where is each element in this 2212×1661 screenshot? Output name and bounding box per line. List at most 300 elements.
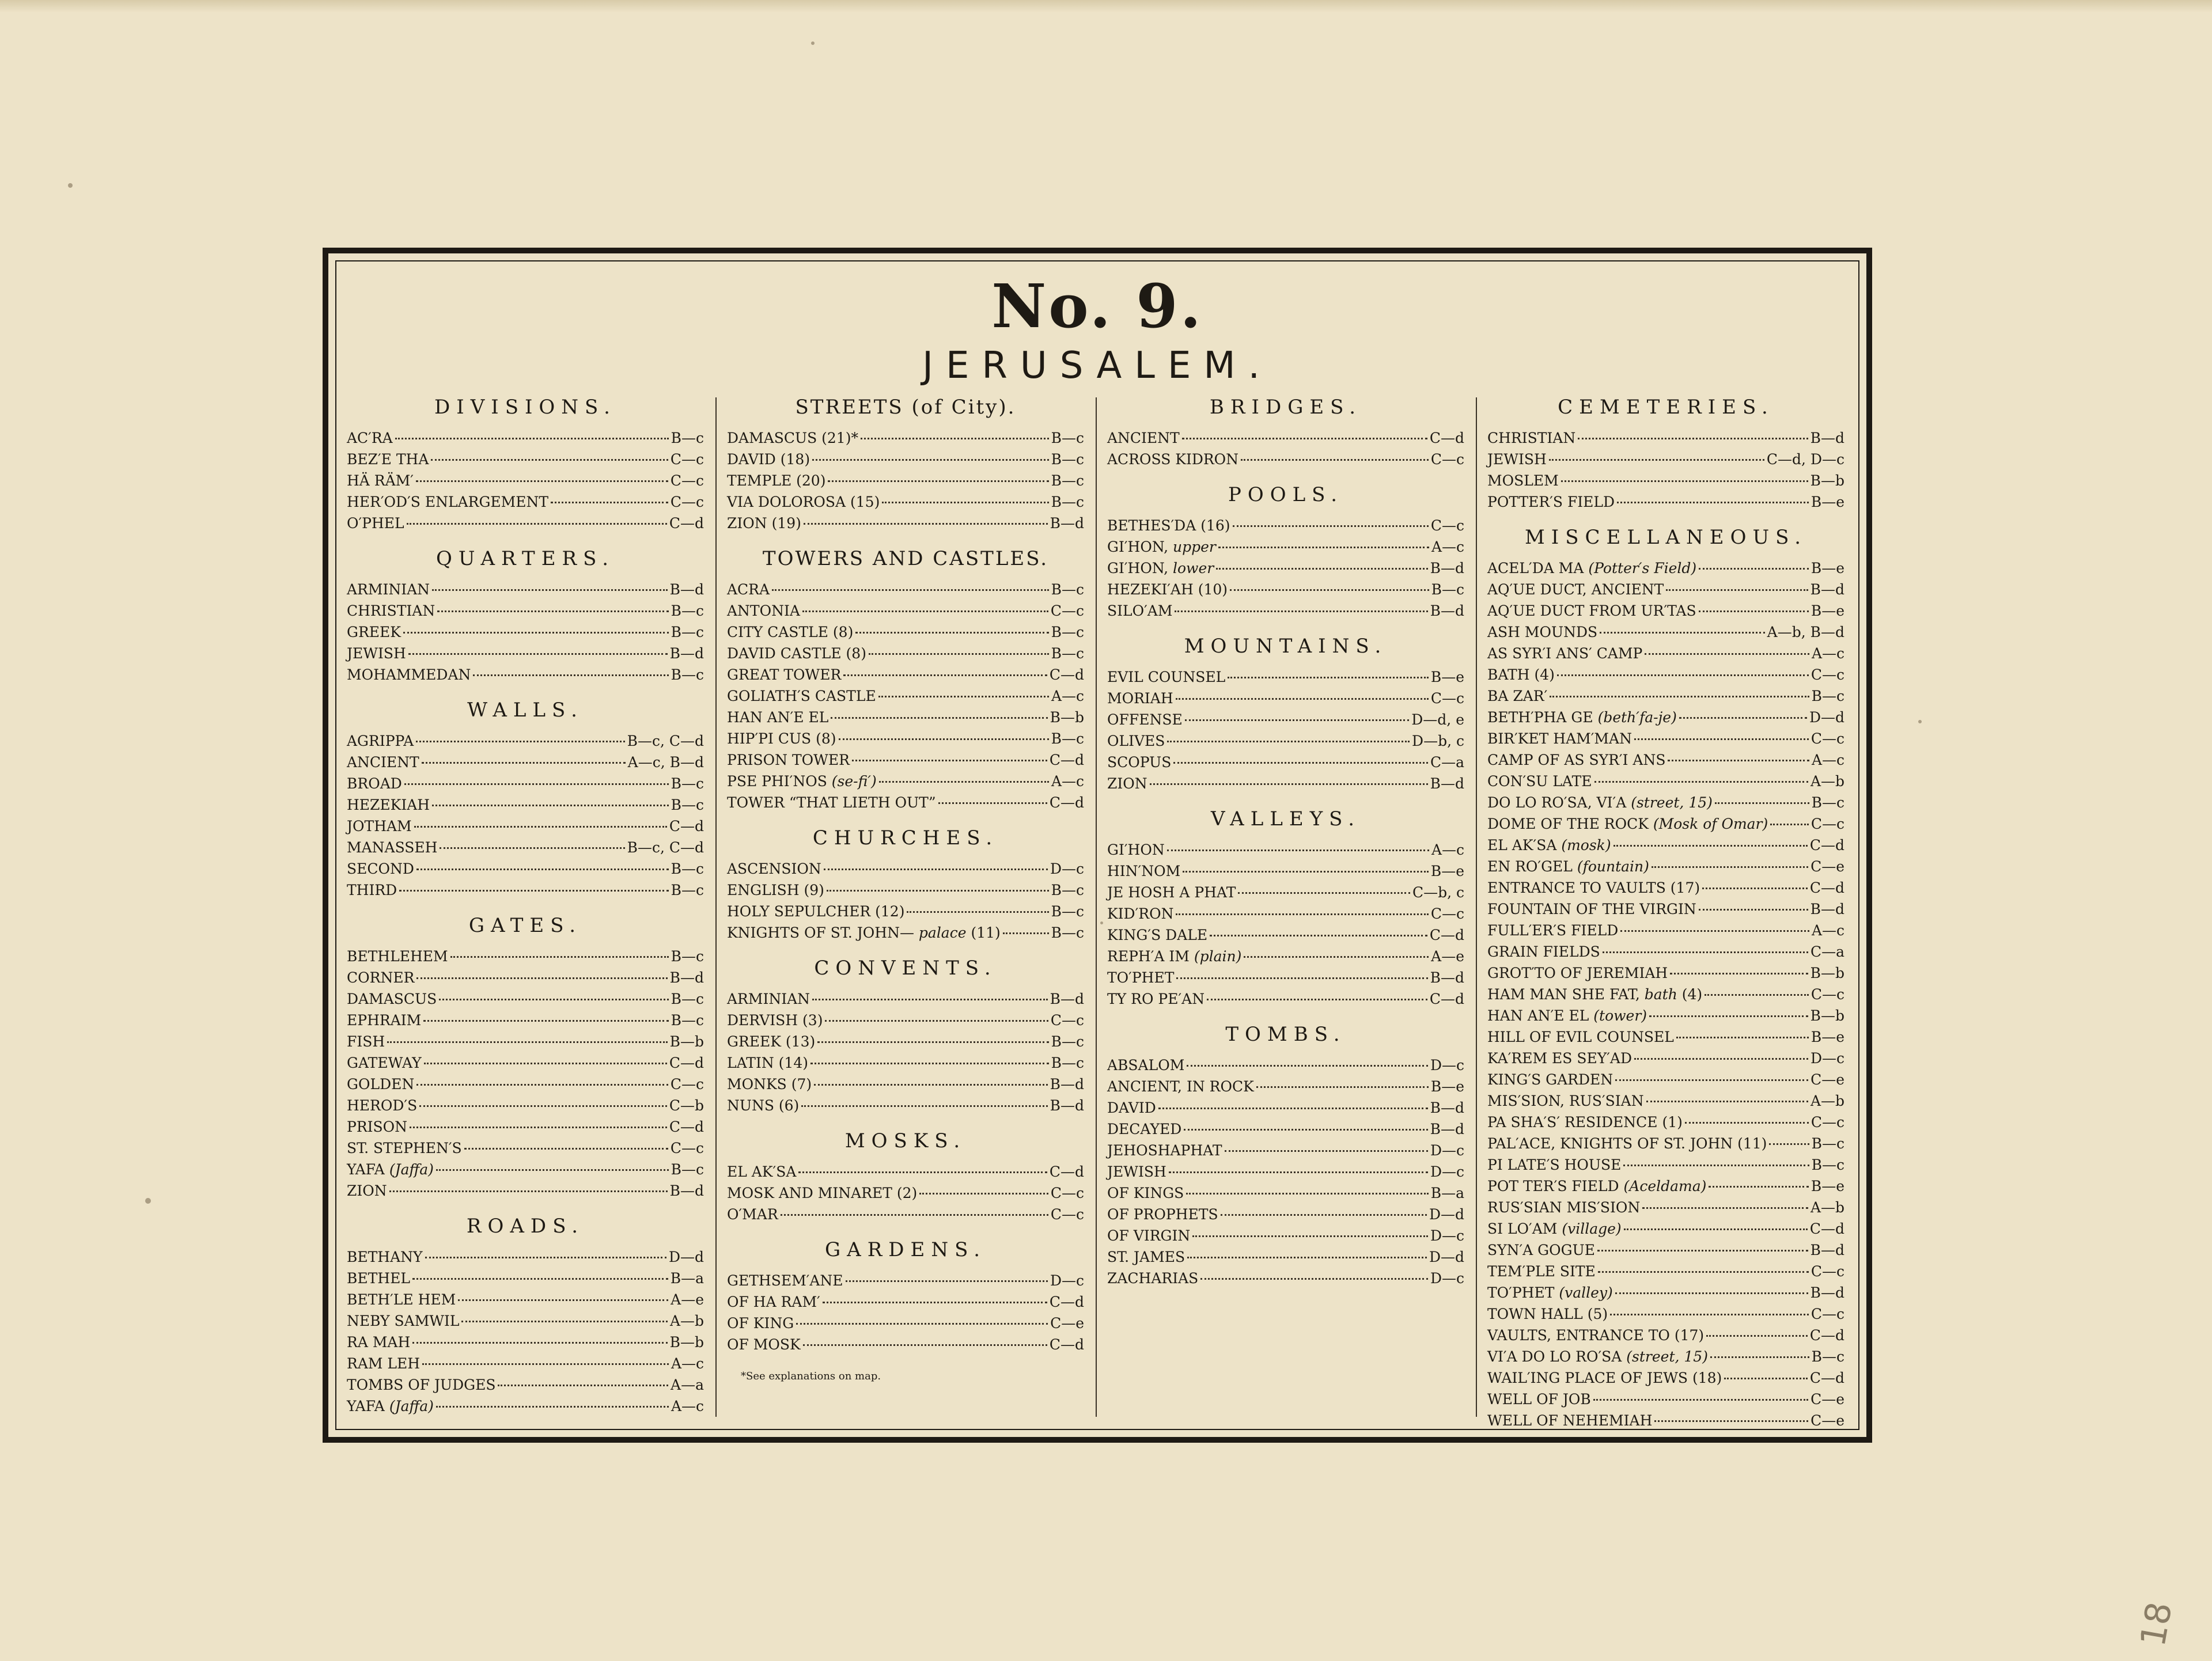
index-entry bbox=[1487, 962, 1844, 984]
index-entry bbox=[1107, 1055, 1464, 1076]
index-entry bbox=[1487, 920, 1844, 941]
dot-leader bbox=[1699, 568, 1809, 570]
index-entry bbox=[1487, 470, 1844, 491]
grid-reference: A—c bbox=[1811, 922, 1844, 939]
entry-name-text: YAFA bbox=[347, 1161, 385, 1178]
grid-reference: C—d bbox=[1809, 879, 1844, 896]
dot-leader bbox=[1706, 1335, 1808, 1337]
index-entry bbox=[1487, 1303, 1844, 1325]
grid-reference: C—c bbox=[1050, 1185, 1084, 1201]
grid-reference: B—c bbox=[671, 624, 704, 640]
grid-reference: A—a bbox=[671, 1376, 704, 1393]
entry-name bbox=[347, 491, 548, 513]
entry-name-text: ANCIENT, IN ROCK bbox=[1107, 1078, 1254, 1095]
section-gap bbox=[1107, 470, 1464, 478]
grid-reference: A—c bbox=[1811, 645, 1844, 662]
entry-name-text: AQ′UE DUCT FROM UR′TAS bbox=[1487, 602, 1696, 619]
grid-reference: B—c bbox=[671, 430, 704, 446]
dot-leader bbox=[1256, 1086, 1429, 1088]
dot-leader bbox=[422, 1363, 669, 1365]
section-gap bbox=[347, 1201, 704, 1209]
entry-name bbox=[1107, 449, 1238, 470]
index-entry bbox=[347, 579, 704, 600]
dot-leader bbox=[1192, 1235, 1428, 1237]
dot-leader bbox=[1666, 589, 1808, 591]
section-heading: TOMBS. bbox=[1225, 1023, 1346, 1046]
entry-name bbox=[1107, 773, 1147, 794]
entry-name-text: PAL′ACE, KNIGHTS OF ST. JOHN (11) bbox=[1487, 1135, 1767, 1152]
dot-leader bbox=[1176, 913, 1428, 915]
grid-reference: B—d bbox=[1430, 602, 1464, 619]
entry-name-text: VAULTS, ENTRANCE TO (17) bbox=[1487, 1327, 1705, 1344]
index-entry bbox=[1487, 749, 1844, 771]
index-entry bbox=[1487, 898, 1844, 920]
entry-name bbox=[347, 773, 402, 794]
dot-leader bbox=[1603, 951, 1808, 953]
entry-note: (beth′fa-je) bbox=[1597, 709, 1677, 726]
plate-subtitle: JERUSALEM. bbox=[922, 344, 1272, 387]
grid-reference: A—c bbox=[671, 1398, 704, 1414]
dot-leader bbox=[1167, 741, 1410, 742]
section-heading: DIVISIONS. bbox=[434, 396, 616, 419]
entry-name-text: GRAIN FIELDS bbox=[1487, 943, 1600, 960]
index-entry bbox=[347, 470, 704, 491]
entry-name-text: AGRIPPA bbox=[347, 733, 414, 749]
index-entry bbox=[1107, 709, 1464, 730]
dot-leader bbox=[408, 653, 668, 655]
dot-leader bbox=[1210, 935, 1427, 936]
section-heading: MOUNTAINS. bbox=[1184, 635, 1388, 658]
dot-leader bbox=[869, 653, 1049, 655]
index-entry bbox=[1107, 579, 1464, 600]
grid-reference: B—d bbox=[669, 581, 704, 598]
grid-reference: B—b bbox=[1810, 965, 1844, 981]
entry-name-text: EN RO′GEL bbox=[1487, 858, 1573, 875]
dot-leader bbox=[825, 1020, 1048, 1022]
entry-name-text: TO′PHET bbox=[1107, 969, 1175, 986]
dot-leader bbox=[843, 674, 1047, 676]
dot-leader bbox=[1646, 1101, 1808, 1102]
entry-name bbox=[727, 879, 824, 901]
entry-name-text: HIP′PI CUS (8) bbox=[727, 730, 836, 747]
dot-leader bbox=[1225, 1150, 1428, 1152]
entry-name-text: ASCENSION bbox=[727, 860, 821, 877]
entry-name bbox=[347, 664, 471, 685]
index-column-1 bbox=[347, 390, 704, 1425]
dot-leader bbox=[1173, 762, 1428, 764]
entry-name-text: MIS′SION, RUS′SIAN bbox=[1487, 1093, 1644, 1109]
entry-name bbox=[1487, 941, 1600, 962]
index-entry bbox=[347, 752, 704, 773]
dot-leader bbox=[1557, 674, 1809, 676]
entry-name-text: ZACHARIAS bbox=[1107, 1270, 1199, 1287]
index-entry bbox=[1107, 967, 1464, 988]
index-entry bbox=[727, 771, 1084, 792]
grid-reference: D—c bbox=[1810, 1050, 1844, 1067]
grid-reference: B—c bbox=[671, 602, 704, 619]
entry-name bbox=[727, 1313, 794, 1334]
grid-reference: C—c bbox=[1430, 451, 1464, 468]
entry-name bbox=[1487, 685, 1547, 707]
dot-leader bbox=[1709, 1186, 1808, 1188]
dot-leader bbox=[919, 1193, 1048, 1194]
grid-reference: B—c bbox=[1051, 645, 1084, 662]
dot-leader bbox=[1233, 525, 1429, 527]
index-entry bbox=[347, 449, 704, 470]
dot-leader bbox=[812, 999, 1048, 1000]
section-gap bbox=[1487, 513, 1844, 521]
grid-reference: A—b bbox=[669, 1313, 704, 1329]
grid-reference: C—c bbox=[1430, 690, 1464, 707]
entry-name-text: HAN AN′E EL bbox=[1487, 1007, 1589, 1024]
section-gap bbox=[727, 943, 1084, 951]
entry-name-text: HEZEKI′AH (10) bbox=[1107, 581, 1228, 598]
grid-reference: D—d, e bbox=[1411, 711, 1464, 728]
dot-leader bbox=[395, 438, 669, 439]
grid-reference: B—b bbox=[1810, 472, 1844, 489]
dot-leader bbox=[803, 1344, 1047, 1346]
entry-name-text: ACROSS KIDRON bbox=[1107, 451, 1239, 468]
entry-suffix: (11) bbox=[966, 924, 1001, 941]
index-entry bbox=[1107, 730, 1464, 752]
entry-name bbox=[1487, 427, 1575, 449]
entry-name-text: BETHEL bbox=[347, 1270, 410, 1287]
dot-leader bbox=[1615, 1079, 1808, 1081]
entry-name-text: OLIVES bbox=[1107, 733, 1165, 749]
index-entry bbox=[347, 1268, 704, 1289]
entry-name bbox=[727, 858, 821, 879]
dot-leader bbox=[1617, 502, 1809, 503]
dot-leader bbox=[882, 502, 1048, 503]
grid-reference: B—c bbox=[1051, 882, 1084, 898]
entry-name bbox=[1487, 1154, 1621, 1175]
section-gap bbox=[347, 1417, 704, 1425]
entry-name bbox=[727, 685, 876, 707]
dot-leader bbox=[1624, 1228, 1808, 1230]
grid-reference: B—c bbox=[671, 1012, 704, 1029]
dot-leader bbox=[1182, 438, 1427, 439]
grid-reference: B—c bbox=[671, 948, 704, 965]
index-entry bbox=[347, 967, 704, 988]
grid-reference: A—e bbox=[671, 1291, 704, 1308]
grid-reference: B—e bbox=[1810, 494, 1844, 510]
entry-name bbox=[1487, 728, 1632, 749]
entry-name bbox=[1487, 470, 1559, 491]
entry-name bbox=[1487, 1282, 1613, 1303]
index-entry bbox=[347, 513, 704, 534]
index-entry bbox=[1487, 1154, 1844, 1175]
section-heading: POOLS. bbox=[1228, 483, 1344, 506]
grid-reference: B—c bbox=[1811, 1135, 1844, 1152]
entry-name-text: TEMPLE (20) bbox=[727, 472, 826, 489]
entry-name-text: MANASSEH bbox=[347, 839, 438, 856]
grid-reference: C—d bbox=[1049, 666, 1084, 683]
index-entry bbox=[727, 988, 1084, 1010]
entry-name-text: BETH′PHA GE bbox=[1487, 709, 1593, 726]
entry-name-text: MOSLEM bbox=[1487, 472, 1559, 489]
grid-reference: B—d bbox=[669, 1182, 704, 1199]
dot-leader bbox=[828, 480, 1048, 482]
dot-leader bbox=[817, 1041, 1048, 1043]
entry-name bbox=[1487, 1133, 1767, 1154]
dot-leader bbox=[1167, 850, 1429, 851]
entry-name bbox=[1487, 1389, 1591, 1410]
index-entry bbox=[1107, 1204, 1464, 1225]
entry-name-text: DERVISH (3) bbox=[727, 1012, 823, 1029]
grid-reference: B—c, C—d bbox=[627, 733, 704, 749]
grid-reference: C—d bbox=[1049, 1336, 1084, 1353]
section-gap bbox=[1107, 621, 1464, 629]
dot-leader bbox=[938, 802, 1047, 804]
index-entry bbox=[347, 816, 704, 837]
dot-leader bbox=[551, 502, 668, 503]
section-gap bbox=[727, 534, 1084, 542]
index-entry bbox=[1487, 1218, 1844, 1239]
entry-name-text: THIRD bbox=[347, 882, 397, 898]
entry-name bbox=[727, 579, 770, 600]
index-entry bbox=[347, 1246, 704, 1268]
grid-reference: D—c bbox=[1050, 1272, 1084, 1289]
entry-name-text: AC′RA bbox=[347, 430, 393, 446]
dot-leader bbox=[1230, 589, 1429, 591]
index-entry bbox=[1487, 1410, 1844, 1431]
dot-leader bbox=[416, 1084, 668, 1086]
entry-name bbox=[1487, 558, 1696, 579]
dot-leader bbox=[1598, 1271, 1809, 1273]
entry-name-text: RA MAH bbox=[347, 1334, 411, 1351]
entry-name bbox=[1107, 924, 1207, 946]
dot-leader bbox=[412, 1342, 667, 1344]
entry-name-text: HOLY SEPULCHER (12) bbox=[727, 903, 905, 920]
grid-reference: B—e bbox=[1810, 602, 1844, 619]
entry-name-text: PSE PHI′NOS bbox=[727, 773, 827, 790]
entry-name-text: GI′HON, bbox=[1107, 539, 1169, 555]
index-entry bbox=[1107, 1118, 1464, 1140]
index-entry bbox=[1107, 839, 1464, 860]
entry-name bbox=[1487, 771, 1592, 792]
grid-reference: B—c bbox=[1051, 451, 1084, 468]
column-divider bbox=[715, 397, 717, 1417]
entry-name-text: BROAD bbox=[347, 775, 402, 792]
entry-name bbox=[727, 643, 866, 664]
entry-name-text: TOWN HALL (5) bbox=[1487, 1306, 1608, 1322]
entry-name bbox=[1487, 600, 1696, 621]
index-entry bbox=[727, 1095, 1084, 1116]
index-entry bbox=[347, 491, 704, 513]
dot-leader bbox=[1221, 1214, 1427, 1216]
entry-name-text: GREAT TOWER bbox=[727, 666, 842, 683]
index-entry bbox=[1487, 1325, 1844, 1346]
entry-name-text: TY RO PE′AN bbox=[1107, 991, 1205, 1007]
entry-name-text: CAMP OF AS SYR′I ANS bbox=[1487, 752, 1666, 768]
index-entry bbox=[1107, 536, 1464, 558]
dot-leader bbox=[432, 805, 669, 806]
index-entry bbox=[727, 579, 1084, 600]
entry-name bbox=[1487, 1261, 1596, 1282]
index-entry bbox=[1107, 1140, 1464, 1161]
entry-name bbox=[1107, 1076, 1254, 1097]
index-entry bbox=[1487, 941, 1844, 962]
entry-name-text: BATH (4) bbox=[1487, 666, 1555, 683]
index-entry bbox=[1107, 946, 1464, 967]
grid-reference: B—d bbox=[1050, 1076, 1084, 1093]
entry-name bbox=[1107, 1140, 1222, 1161]
dot-leader bbox=[1699, 610, 1809, 612]
entry-name-text: KING′S DALE bbox=[1107, 927, 1208, 943]
entry-name-text: GREEK bbox=[347, 624, 401, 640]
entry-name-text: O′MAR bbox=[727, 1206, 778, 1223]
grid-reference: C—e bbox=[1810, 1071, 1844, 1088]
index-entry bbox=[1107, 515, 1464, 536]
grid-reference: D—d bbox=[1429, 1249, 1464, 1265]
dot-leader bbox=[439, 999, 668, 1000]
index-entry bbox=[727, 1270, 1084, 1291]
entry-name bbox=[727, 1095, 799, 1116]
index-entry bbox=[1487, 877, 1844, 898]
index-entry bbox=[347, 1353, 704, 1374]
index-entry bbox=[1487, 600, 1844, 621]
grid-reference: C—c bbox=[1050, 602, 1084, 619]
index-entry bbox=[1107, 752, 1464, 773]
grid-reference: B—d bbox=[1810, 581, 1844, 598]
grid-reference: B—c bbox=[1431, 581, 1464, 598]
dot-leader bbox=[810, 1063, 1049, 1064]
grid-reference: C—d bbox=[1809, 1327, 1844, 1344]
dot-leader bbox=[861, 438, 1049, 439]
entry-name-text: PI LATE′S HOUSE bbox=[1487, 1156, 1622, 1173]
entry-name-text: POTTER′S FIELD bbox=[1487, 494, 1615, 510]
index-entry bbox=[347, 858, 704, 879]
grid-reference: B—e bbox=[1430, 1078, 1464, 1095]
entry-name bbox=[727, 600, 800, 621]
entry-name bbox=[347, 730, 414, 752]
index-entry bbox=[347, 427, 704, 449]
grid-reference: A—b bbox=[1810, 1093, 1844, 1109]
entry-name-text: WELL OF JOB bbox=[1487, 1391, 1591, 1408]
entry-name bbox=[347, 470, 414, 491]
grid-reference: B—d bbox=[1430, 969, 1464, 986]
dot-leader bbox=[827, 890, 1049, 892]
dot-leader bbox=[1158, 1108, 1428, 1109]
entry-name bbox=[347, 1395, 434, 1417]
grid-reference: C—c bbox=[670, 451, 704, 468]
entry-name bbox=[1487, 643, 1642, 664]
dot-leader bbox=[1594, 781, 1808, 783]
index-entry bbox=[347, 1180, 704, 1201]
entry-name bbox=[347, 879, 397, 901]
entry-name bbox=[347, 1246, 423, 1268]
entry-name bbox=[347, 1031, 385, 1052]
section-heading: CHURCHES. bbox=[812, 826, 999, 850]
index-entry bbox=[727, 1031, 1084, 1052]
dot-leader bbox=[855, 632, 1048, 634]
grid-reference: A—b, B—d bbox=[1767, 624, 1844, 640]
dot-leader bbox=[1216, 568, 1427, 570]
index-entry bbox=[1107, 427, 1464, 449]
entry-name bbox=[727, 792, 936, 813]
entry-name-text: FISH bbox=[347, 1033, 385, 1050]
entry-name bbox=[1487, 1346, 1708, 1367]
grid-reference: D—c bbox=[1430, 1057, 1464, 1074]
page-number: 18 bbox=[2133, 1599, 2180, 1649]
dot-leader bbox=[458, 1299, 668, 1301]
dot-leader bbox=[461, 1321, 667, 1322]
entry-name-text: ASH MOUNDS bbox=[1487, 624, 1598, 640]
dot-leader bbox=[450, 956, 669, 958]
entry-name bbox=[1107, 709, 1183, 730]
dot-leader bbox=[1597, 1250, 1808, 1252]
section-gap bbox=[727, 1355, 1084, 1363]
entry-name-text: ZION bbox=[347, 1182, 387, 1199]
index-entry bbox=[1487, 1346, 1844, 1367]
entry-name-text: ACEL′DA MA bbox=[1487, 560, 1584, 577]
dot-leader bbox=[781, 1214, 1048, 1216]
entry-name bbox=[1107, 1097, 1156, 1118]
grid-reference: C—b, c bbox=[1412, 884, 1464, 901]
grid-reference: B—e bbox=[1810, 1029, 1844, 1045]
entry-name bbox=[1107, 1182, 1184, 1204]
dot-leader bbox=[1769, 1143, 1809, 1145]
grid-reference: B—d bbox=[1810, 1242, 1844, 1258]
entry-name-text: CHRISTIAN bbox=[347, 602, 435, 619]
grid-reference: B—d bbox=[1050, 515, 1084, 532]
dot-leader bbox=[1645, 653, 1809, 655]
entry-name bbox=[347, 1332, 410, 1353]
dot-leader bbox=[798, 1171, 1047, 1173]
entry-name bbox=[1487, 621, 1597, 643]
entry-name-text: TOMBS OF JUDGES bbox=[347, 1376, 496, 1393]
entry-name bbox=[1487, 1112, 1683, 1133]
entry-name-text: ANCIENT bbox=[1107, 430, 1180, 446]
index-entry bbox=[1487, 1090, 1844, 1112]
entry-name-text: HEROD′S bbox=[347, 1097, 418, 1114]
grid-reference: B—c bbox=[1051, 430, 1084, 446]
entry-name-text: GREEK (13) bbox=[727, 1033, 816, 1050]
grid-reference: B—b bbox=[669, 1033, 704, 1050]
grid-reference: C—c bbox=[1430, 517, 1464, 534]
index-entry bbox=[347, 946, 704, 967]
section-gap bbox=[1107, 794, 1464, 802]
grid-reference: C—d bbox=[1049, 1294, 1084, 1310]
index-entry bbox=[1487, 664, 1844, 685]
dot-leader bbox=[414, 826, 667, 828]
entry-name-text: GROT′TO OF JEREMIAH bbox=[1487, 965, 1668, 981]
entry-name bbox=[347, 816, 412, 837]
entry-name-text: MONKS (7) bbox=[727, 1076, 812, 1093]
index-entry bbox=[727, 600, 1084, 621]
grid-reference: C—c bbox=[1810, 1263, 1844, 1280]
index-entry bbox=[727, 513, 1084, 534]
section-gap bbox=[727, 1116, 1084, 1124]
paper-spot bbox=[145, 1198, 151, 1204]
entry-name-text: ARMINIAN bbox=[347, 581, 430, 598]
grid-reference: C—c bbox=[1810, 730, 1844, 747]
index-entry bbox=[1487, 707, 1844, 728]
entry-name-text: DAVID CASTLE (8) bbox=[727, 645, 866, 662]
entry-name bbox=[1107, 1225, 1190, 1246]
entry-name bbox=[727, 1074, 812, 1095]
entry-name bbox=[1107, 946, 1241, 967]
entry-note: (street, 15) bbox=[1626, 1348, 1708, 1365]
grid-reference: B—c bbox=[1051, 924, 1084, 941]
entry-name-text: JEWISH bbox=[1487, 451, 1547, 468]
entry-note: (street, 15) bbox=[1631, 794, 1713, 811]
entry-name-text: GOLDEN bbox=[347, 1076, 415, 1093]
dot-leader bbox=[1724, 1378, 1808, 1379]
entry-name-text: ZION bbox=[1107, 775, 1147, 792]
dot-leader bbox=[1186, 1193, 1428, 1194]
entry-name-text: WAIL′ING PLACE OF JEWS (18) bbox=[1487, 1370, 1722, 1386]
